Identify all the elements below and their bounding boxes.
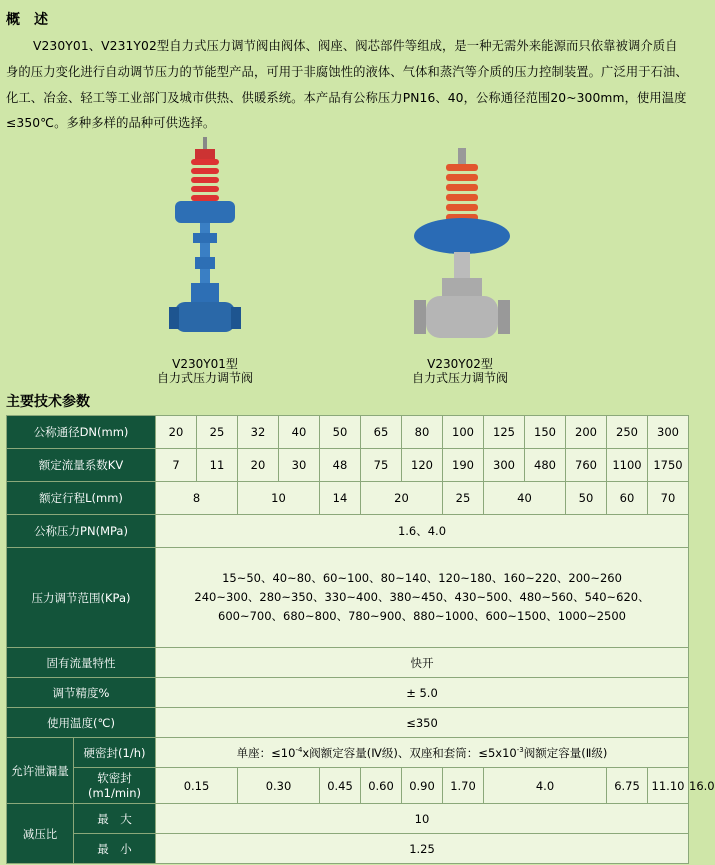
flow-char-row [7, 648, 689, 678]
dn-label: 公称通径DN(mm) [7, 416, 156, 449]
ratio-max-label: 最 大 [74, 804, 156, 834]
product-1-name: 自力式压力调节阀 [156, 371, 253, 385]
hard-seal-value: 单座：$\le 10^{-4}x$阀额定容量(Ⅳ级)、双座和套筒：$\le 5x10^{-3}$阀额定容量(Ⅱ级) [156, 738, 689, 768]
accuracy-value: ± 5.0 [156, 678, 689, 708]
kv-cell: 190 [443, 449, 484, 482]
dn-cell: 80 [402, 416, 443, 449]
dn-cell: 32 [238, 416, 279, 449]
soft-cell: 6.75 [607, 768, 648, 804]
overview-heading: 概 述 [6, 12, 48, 28]
soft-cell: 0.90 [402, 768, 443, 804]
kv-cell: 1750 [648, 449, 689, 482]
spec-table [6, 415, 715, 864]
kv-cell: 48 [320, 449, 361, 482]
stroke-label: 额定行程L(mm) [7, 482, 156, 515]
ratio-label: 减压比 [7, 804, 74, 864]
kv-cell: 11 [197, 449, 238, 482]
stroke-cell: 8 [156, 482, 238, 515]
dn-cell: 50 [320, 416, 361, 449]
dn-cell: 20 [156, 416, 197, 449]
range-row [7, 548, 689, 648]
product-1-model: V230Y01型 [172, 357, 238, 371]
dn-cell: 200 [566, 416, 607, 449]
dn-cell: 40 [279, 416, 320, 449]
intro-paragraph: V230Y01、V231Y02型自力式压力调节阀由阀体、阀座、阀芯部件等组成，是一种无需外来能源而只依靠被调介质自身的压力变化进行自动调节压力的节能型产品，可用于非腐蚀性的液体、气体和蒸汽等介质的压力控制装置。广泛用于石油、化工、冶金、轻工等工业部门及城市供热、供暖系统。本产品有公称压力PN16、40，公称通径范围20~300mm，使用温度≤350℃。多种多样的品种可供选择。 [6, 39, 688, 131]
dn-cell: 25 [197, 416, 238, 449]
kv-cell: 1100 [607, 449, 648, 482]
kv-cell: 300 [484, 449, 525, 482]
stroke-row [7, 482, 689, 515]
dn-cell: 65 [361, 416, 402, 449]
soft-cell: 4.0 [484, 768, 607, 804]
range-line: 15~50、40~80、60~100、80~140、120~180、160~220、200~260 [222, 571, 622, 585]
ratio-min-value: 1.25 [156, 834, 689, 864]
kv-cell: 20 [238, 449, 279, 482]
kv-cell: 30 [279, 449, 320, 482]
stroke-cell: 50 [566, 482, 607, 515]
ratio-min-label: 最 小 [74, 834, 156, 864]
range-label: 压力调节范围(KPa) [7, 548, 156, 648]
dn-cell: 125 [484, 416, 525, 449]
flow-char-label: 固有流量特性 [7, 648, 156, 678]
product-2-model: V230Y02型 [427, 357, 493, 371]
kv-cell: 760 [566, 449, 607, 482]
range-value [156, 548, 689, 648]
product-2-caption [375, 357, 545, 385]
soft-seal-row: 软密封 (m1/min) 0.15 0.30 0.45 0.60 0.90 1.70 4.0 6.75 11.10 16.0 [7, 768, 689, 804]
kv-label: 额定流量系数KV [7, 449, 156, 482]
soft-seal-label: 软密封 (m1/min) [74, 768, 156, 804]
dn-cell: 100 [443, 416, 484, 449]
product-2-name: 自力式压力调节阀 [411, 371, 508, 385]
soft-cell: 0.15 [156, 768, 238, 804]
dn-cell: 300 [648, 416, 689, 449]
temp-label: 使用温度(℃) [7, 708, 156, 738]
hard-seal-label: 硬密封(1/h) [74, 738, 156, 768]
stroke-cell: 14 [320, 482, 361, 515]
kv-cell: 75 [361, 449, 402, 482]
range-line: 240~300、280~350、330~400、380~450、430~500、480~560、540~620、 [194, 590, 650, 604]
pn-value: 1.6、4.0 [156, 515, 689, 548]
stroke-cell: 70 [648, 482, 689, 515]
stroke-cell: 20 [361, 482, 443, 515]
stroke-cell: 25 [443, 482, 484, 515]
valve-v230y01-image [165, 137, 245, 357]
stroke-cell: 60 [607, 482, 648, 515]
product-1-caption [120, 357, 290, 385]
valve-v230y02-image [412, 148, 512, 353]
flow-char-value: 快开 [156, 648, 689, 678]
pn-row [7, 515, 689, 548]
hard-seal-row [7, 738, 689, 768]
soft-cell: 1.70 [443, 768, 484, 804]
kv-cell: 7 [156, 449, 197, 482]
soft-cell: 0.30 [238, 768, 320, 804]
soft-cell: 0.45 [320, 768, 361, 804]
ratio-max-row [7, 804, 689, 834]
dn-cell: 150 [525, 416, 566, 449]
soft-cell: 0.60 [361, 768, 402, 804]
soft-cell: 11.10 [648, 768, 689, 804]
accuracy-label: 调节精度% [7, 678, 156, 708]
kv-cell: 120 [402, 449, 443, 482]
kv-cell: 480 [525, 449, 566, 482]
accuracy-row [7, 678, 689, 708]
dn-cell: 250 [607, 416, 648, 449]
params-heading: 主要技术参数 [6, 394, 90, 410]
kv-row [7, 449, 689, 482]
dn-row [7, 416, 689, 449]
pn-label: 公称压力PN(MPa) [7, 515, 156, 548]
stroke-cell: 40 [484, 482, 566, 515]
temp-value: ≤350 [156, 708, 689, 738]
ratio-max-value: 10 [156, 804, 689, 834]
leak-label: 允许泄漏量 [7, 738, 74, 804]
range-line: 600~700、680~800、780~900、880~1000、600~1500、1000~2500 [218, 609, 626, 623]
ratio-min-row [7, 834, 689, 864]
temp-row [7, 708, 689, 738]
stroke-cell: 10 [238, 482, 320, 515]
